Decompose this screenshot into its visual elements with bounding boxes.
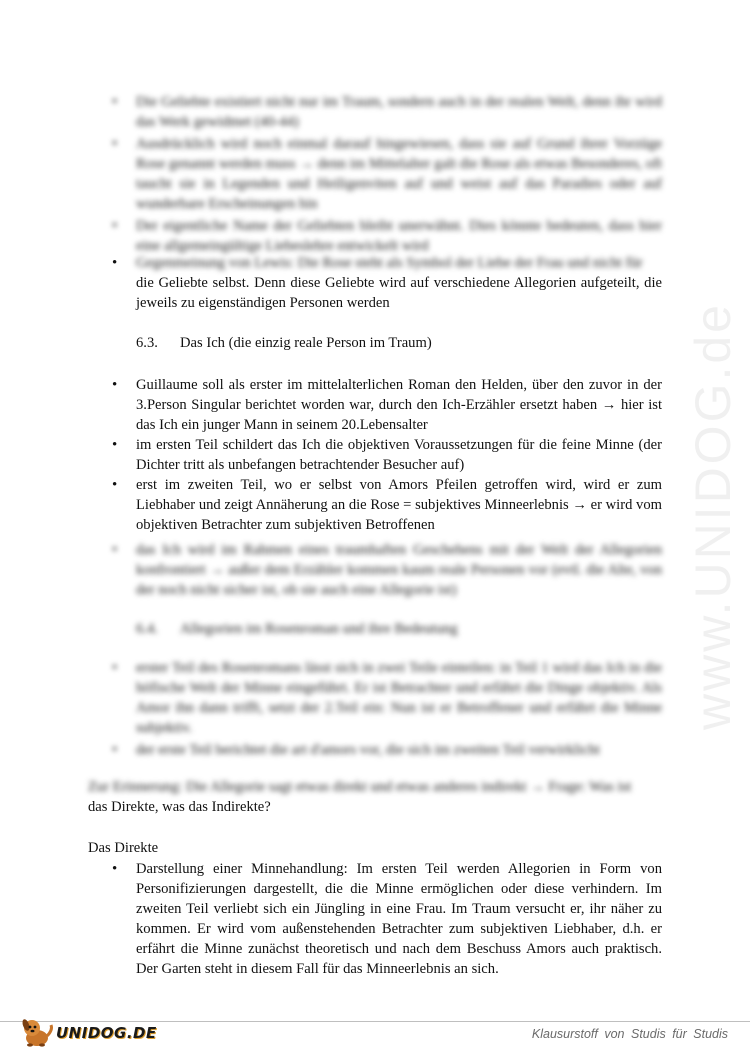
list-item: • im ersten Teil schildert das Ich die objektiven Voraussetzungen für die feine Minne (der Dichter tritt als unbefangen betrachtender Besucher auf) [110, 435, 662, 475]
list-item: • der erste Teil berichtet die art d'amors vor, die sich im zweiten Teil verwirklicht [110, 740, 662, 760]
list-item: • Guillaume soll als erster im mittelalterlichen Roman den Helden, über den zuvor in der 3.Person Singular berichtet worden war, durch den Ich-Erzähler ersetzt haben → hier ist das Ich ein junger Mann in seinem 20.Lebensalter [110, 375, 662, 435]
section-number: 6.3. [136, 335, 158, 351]
list-item-text: die Geliebte selbst. Denn diese Geliebte wird auf verschiedene Allegorien aufgeteilt, die jeweils zu eigenständigen Personen werden [136, 275, 662, 311]
list-item: • erster Teil des Rosenromans lässt sich in zwei Teile einteilen: in Teil 1 wird das Ich in die höfische Welt der Minne eingeführt. Er ist Betrachter und erfährt die Dinge objektiv. Als Amor ihn dann trifft, setzt der 2.Teil ein: Nun ist er Betroffener und erfährt die Minne subjektiv. [110, 658, 662, 738]
list-item: • erst im zweiten Teil, wo er selbst von Amors Pfeilen getroffen wird, wird er zum Liebhaber und zeigt Annäherung an die Rose = subjektives Minneerlebnis → er wird vom objektiven Betrachter zum subjektiven Betroffenen [110, 475, 662, 535]
direkte-heading: Das Direkte [88, 840, 159, 856]
lewis-bullet-list [110, 253, 662, 313]
list-item [110, 253, 662, 313]
top-bullet-list [110, 92, 662, 256]
list-item: • Der eigentliche Name der Geliebten bleibt unerwähnt. Dies könnte bedeuten, dass hier eine allgemeingültige Liebeslehre entwickelt wird [110, 216, 662, 256]
erinnerung-paragraph [88, 777, 663, 817]
paragraph-text: das Direkte, was das Indirekte? [88, 799, 271, 815]
unidog-logo [20, 1016, 160, 1050]
allegorie-bullet-list [110, 658, 662, 760]
list-item: • Darstellung einer Minnehandlung: Im ersten Teil werden Allegorien in Form von Personifizierungen dargestellt, die die Minne ermöglichen oder diese verhindern. Im zweiten Teil verliebt sich ein Jüngling in eine Frau. Im Traum versucht er, ihr näher zu kommen. Er wird vom außenstehenden Betrachter zum subjektiven Liebhaber, d.h. er erfährt die Minne zunächst theoretisch und nach dem Beschuss Amors auch praktisch. Der Garten steht in diesem Fall für das Minneerlebnis an sich. [110, 859, 662, 979]
direkte-bullet-list [110, 859, 662, 979]
section-number: 6.4. [136, 621, 158, 637]
ich-bullet-list [110, 375, 662, 535]
ich-blurred-bullet-list [110, 540, 662, 600]
footer-tagline: Klausurstoff von Studis für Studis [531, 1027, 728, 1041]
blurred-line: Gegenmeinung von Lewis: Die Rose steht als Symbol der Liebe der Frau und nicht für [136, 255, 643, 271]
dog-mascot-icon [20, 1016, 56, 1048]
watermark: www.UNIDOG.de [685, 302, 741, 730]
section-title: Allegorien im Rosenroman und ihre Bedeutung [180, 621, 458, 637]
section-heading-6-3 [136, 333, 432, 353]
logo-text: UNIDOG.DE [56, 1024, 157, 1042]
list-item: • das Ich wird im Rahmen eines traumhaften Geschehens mit der Welt der Allegorien konfrontiert → außer dem Erzähler kommen kaum reale Personen vor (evtl. die Alte, von der noch nicht sicher ist, ob sie auch eine Allegorie ist) [110, 540, 662, 600]
list-item: • Die Geliebte existiert nicht nur im Traum, sondern auch in der realen Welt, denn ihr wird das Werk gewidmet (40-44) [110, 92, 662, 132]
list-item: • Ausdrücklich wird noch einmal darauf hingewiesen, dass sie auf Grund ihrer Vorzüge Rose genannt werden muss → denn im Mittelalter galt die Rose als etwas Besonderes, oft taucht sie in Legenden und Heiligenviten auf und weist auf das Paradies oder auf wunderbare Erscheinungen hin [110, 134, 662, 214]
section-heading-6-4 [136, 619, 458, 639]
section-title: Das Ich (die einzig reale Person im Traum) [180, 335, 432, 351]
blurred-line: Zur Erinnerung: Die Allegorie sagt etwas direkt und etwas anderes indirekt → Frage: Was ist [88, 779, 632, 795]
